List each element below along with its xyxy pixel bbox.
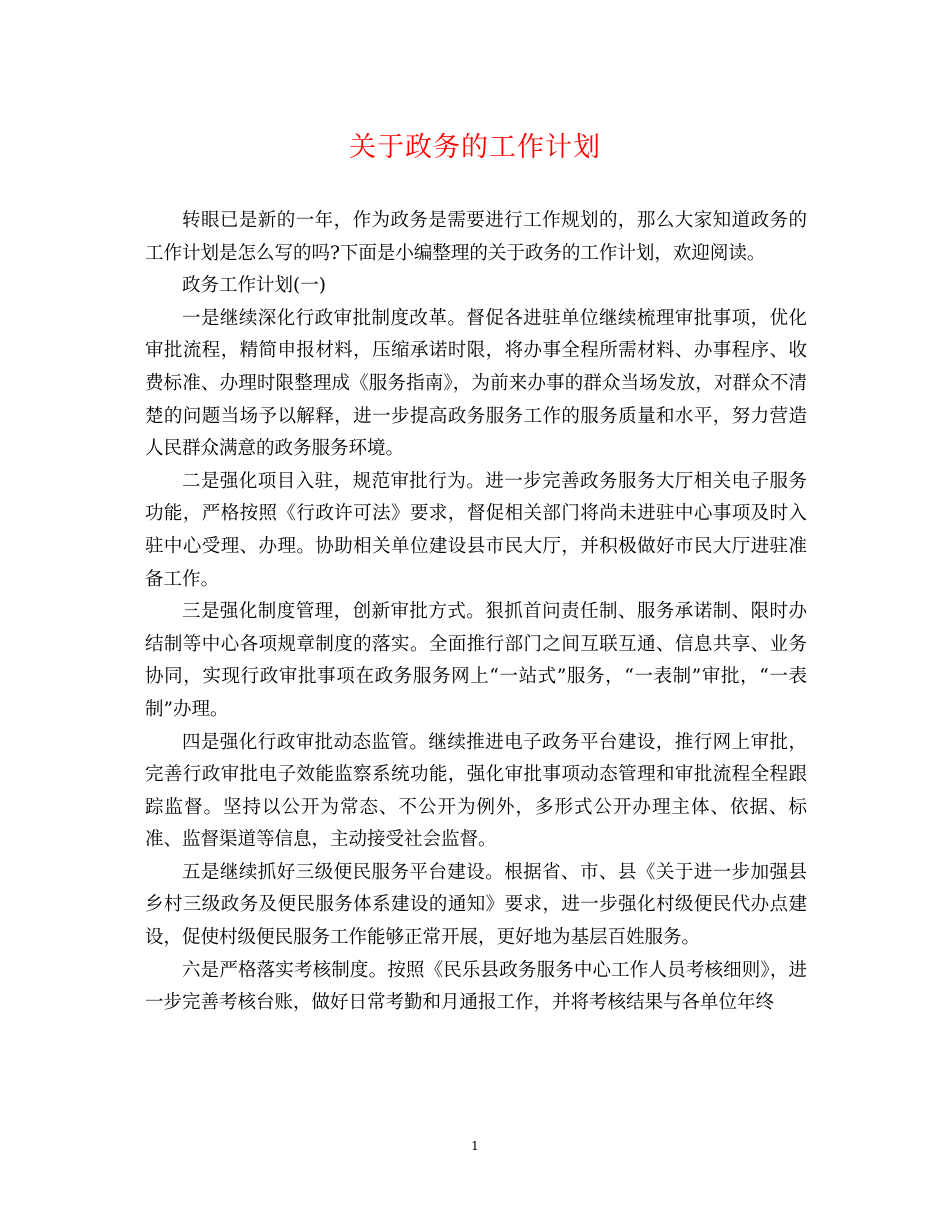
intro-paragraph: 转眼已是新的一年，作为政务是需要进行工作规划的，那么大家知道政务的工作计划是怎么写的吗?下面是小编整理的关于政务的工作计划，欢迎阅读。	[145, 210, 807, 264]
document-body	[145, 205, 807, 1020]
item-paragraph-3: 三是强化制度管理，创新审批方式。狠抓首问责任制、服务承诺制、限时办结制等中心各项规章制度的落实。全面推行部门之间互联互通、信息共享、业务协同，实现行政审批事项在政务服务网上“一站式”服务，“一表制”审批，“一表制”办理。	[145, 601, 807, 720]
page-number: 1	[471, 1139, 479, 1153]
item-paragraph-5: 五是继续抓好三级便民服务平台建设。根据省、市、县《关于进一步加强县乡村三级政务及便民服务体系建设的通知》要求，进一步强化村级便民代办点建设，促使村级便民服务工作能够正常开展，更好地为基层百姓服务。	[145, 861, 807, 949]
item-paragraph-1: 一是继续深化行政审批制度改革。督促各进驻单位继续梳理审批事项，优化审批流程，精简申报材料，压缩承诺时限，将办事全程所需材料、办事程序、收费标准、办理时限整理成《服务指南》，为前来办事的群众当场发放，对群众不清楚的问题当场予以解释，进一步提高政务服务工作的服务质量和水平，努力营造人民群众满意的政务服务环境。	[145, 307, 807, 460]
item-paragraph-6: 六是严格落实考核制度。按照《民乐县政务服务中心工作人员考核细则》，进一步完善考核台账，做好日常考勤和月通报工作，并将考核结果与各单位年终	[145, 959, 807, 1014]
item-paragraph-2: 二是强化项目入驻，规范审批行为。进一步完善政务服务大厅相关电子服务功能，严格按照《行政许可法》要求，督促相关部门将尚未进驻中心事项及时入驻中心受理、办理。协助相关单位建设县市民大厅，并积极做好市民大厅进驻准备工作。	[145, 470, 807, 590]
document-title: 关于政务的工作计划	[349, 132, 601, 163]
item-paragraph-4: 四是强化行政审批动态监管。继续推进电子政务平台建设，推行网上审批，完善行政审批电子效能监察系统功能，强化审批事项动态管理和审批流程全程跟踪监督。坚持以公开为常态、不公开为例外，多形式公开办理主体、依据、标准、监督渠道等信息，主动接受社会监督。	[145, 731, 807, 851]
section-heading: 政务工作计划(一)	[182, 275, 326, 297]
